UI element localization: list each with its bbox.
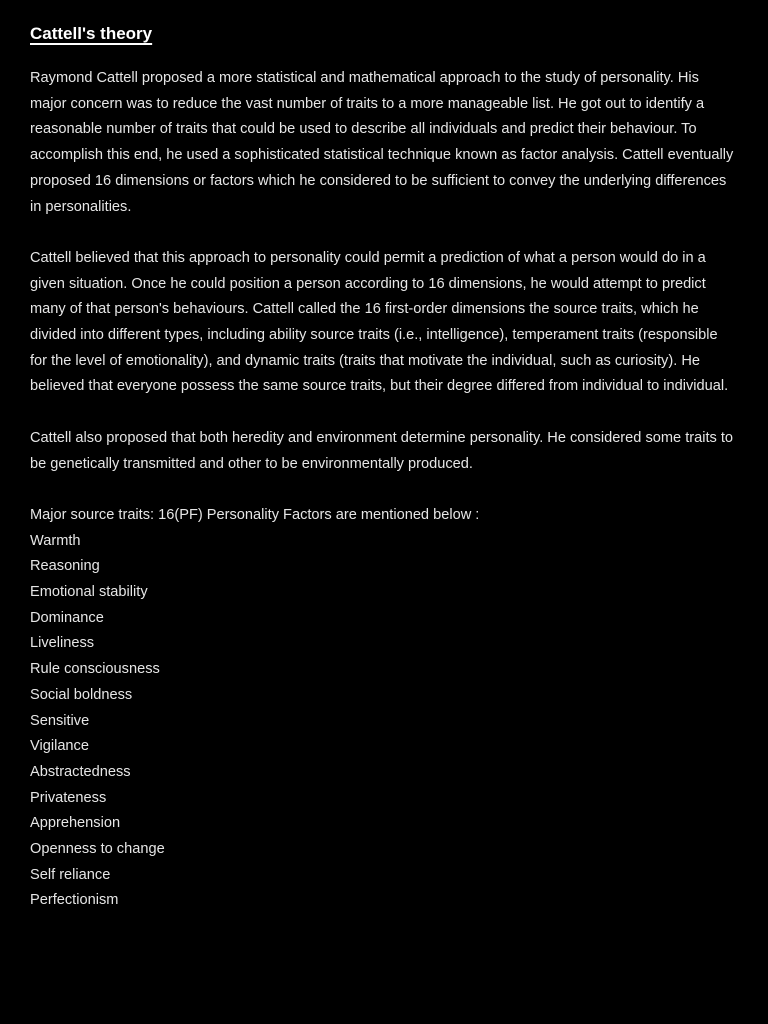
factor-item-apprehension: Apprehension xyxy=(30,815,121,832)
factor-item-openness-to-change: Openness to change xyxy=(30,841,165,858)
list-intro: Major source traits: 16(PF) Personality Factors are mentioned below : xyxy=(30,506,480,523)
factor-item-dominance: Dominance xyxy=(30,609,104,626)
factor-item-reasoning: Reasoning xyxy=(30,558,100,575)
factor-item-perfectionism: Perfectionism xyxy=(30,892,119,909)
factor-item-abstractedness: Abstractedness xyxy=(30,763,131,780)
personality-factor-list xyxy=(30,529,738,915)
factor-item-privateness: Privateness xyxy=(30,789,107,806)
factor-item-emotional-stability: Emotional stability xyxy=(30,584,148,601)
paragraph-prediction: Cattell believed that this approach to personality could permit a prediction of what a person would do in a given situation. Once he could position a person according to 16 dimensions, he would attempt to predict many of that person's behaviours. Cattell called the 16 first-order dimensions the source traits, which he divided into different types, including ability source traits (i.e., intelligence), temperament traits (responsible for the level of emotionality), and dynamic traits (traits that motivate the individual, such as curiosity). He believed that everyone possess the same source traits, but their degree differed from individual to individual. xyxy=(30,249,729,395)
factor-item-vigilance: Vigilance xyxy=(30,738,89,755)
factor-item-social-boldness: Social boldness xyxy=(30,686,133,703)
factor-item-rule-consciousness: Rule consciousness xyxy=(30,661,160,678)
paragraph-heredity: Cattell also proposed that both heredity and environment determine personality. He considered some traits to be genetically transmitted and other to be environmentally produced. xyxy=(30,429,734,472)
page-title: Cattell's theory xyxy=(30,24,153,43)
factor-item-sensitive: Sensitive xyxy=(30,712,90,729)
paragraph-intro: Raymond Cattell proposed a more statistical and mathematical approach to the study of personality. His major concern was to reduce the vast number of traits to a more manageable list. He got out to identify a reasonable number of traits that could be used to describe all individuals and predict their behaviour. To accomplish this end, he used a sophisticated statistical technique known as factor analysis. Cattell eventually proposed 16 dimensions or factors which he considered to be sufficient to convey the underlying differences in personalities. xyxy=(30,70,734,215)
factor-item-self-reliance: Self reliance xyxy=(30,866,111,883)
factor-item-liveliness: Liveliness xyxy=(30,635,95,652)
factor-item-warmth: Warmth xyxy=(30,532,81,549)
